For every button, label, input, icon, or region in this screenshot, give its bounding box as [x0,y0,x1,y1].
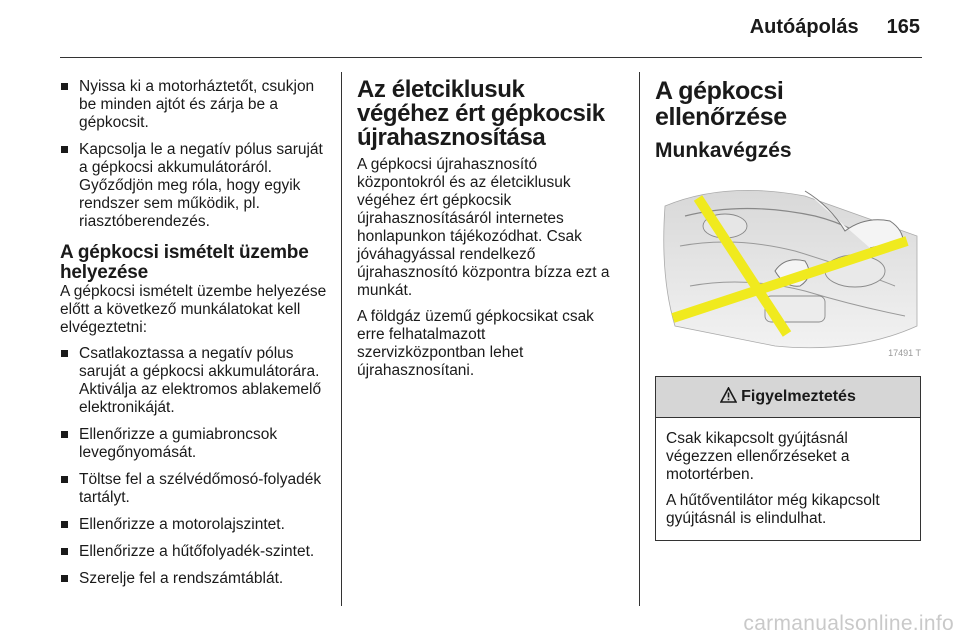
bullet-square-icon [61,476,68,483]
bullet-square-icon [61,83,68,90]
list-item: Ellenőrizze a hűtőfolyadék-szintet. [60,543,330,561]
list-item: Ellenőrizze a gumiabroncsok levegőnyomását. [60,426,330,462]
paragraph: A gépkocsi újrahasznosító központokról és az életciklusuk végéhez ért gépkocsik újrahasznosításáról internetes honlapunkon tájékozódhat. Csak jóváhagyással rendelkező újrahasznosító központra bízza ezt a munkát. [357,156,610,299]
warning-title: Figyelmeztetés [741,388,856,405]
section-heading-inspection: A gépkocsi ellenőrzése [655,77,787,131]
bullet-square-icon [61,548,68,555]
paragraph: A földgáz üzemű gépkocsikat csak erre felhatalmazott szervizközpontban lehet újrahasznosítani. [357,308,594,379]
list-item: Szerelje fel a rendszámtáblát. [60,570,330,588]
warning-body [656,418,920,540]
section-title: Autóápolás [749,16,859,38]
column-divider-1 [341,72,342,606]
subheading-work: Munkavégzés [655,139,792,162]
intro-paragraph: A gépkocsi ismételt üzembe helyezése előtt a következő munkálatokat kell elvégeztetni: [60,283,327,336]
engine-bay-image [655,176,921,364]
bullet-square-icon [61,146,68,153]
page-number: 165 [886,16,920,38]
list-item: Nyissa ki a motorháztetőt, csukjon be minden ajtót és zárja be a gépkocsit. [60,78,330,132]
watermark-text: carmanualsonline.info [743,612,954,635]
bullet-square-icon [61,350,68,357]
warning-triangle-icon [720,387,737,408]
page-header [750,16,920,46]
column-2 [357,78,615,388]
bullet-square-icon [61,431,68,438]
header-rule [60,57,922,58]
engine-bay-illustration [655,176,921,364]
column-divider-2 [639,72,640,606]
warning-paragraph: Csak kikapcsolt gyújtásnál végezzen ellenőrzéseket a motortérben. [666,430,850,483]
column-1 [60,78,330,597]
warning-box [655,376,921,541]
section-heading-recycling: Az életciklusuk végéhez ért gépkocsik újrahasznosítása [357,76,605,151]
column-3 [655,78,921,541]
bullet-square-icon [61,575,68,582]
list-item: Töltse fel a szélvédőmosó-folyadék tartályt. [60,471,330,507]
list-item: Kapcsolja le a negatív pólus saruját a gépkocsi akkumulátoráról. Győződjön meg róla, hogy egyik rendszer sem működik, pl. riasztóberendezés. [60,141,330,231]
section-heading-recommission: A gépkocsi ismételt üzembe helyezése [60,242,309,283]
warning-header [656,377,920,418]
list-item: Csatlakoztassa a negatív pólus saruját a gépkocsi akkumulátorára. Aktiválja az elektromos ablakemelő elektronikáját. [60,345,330,417]
warning-paragraph: A hűtőventilátor még kikapcsolt gyújtásnál is elindulhat. [666,492,880,527]
bullet-square-icon [61,521,68,528]
bullet-list-storage [60,78,330,231]
bullet-list-recommission [60,345,330,588]
list-item: Ellenőrizze a motorolajszintet. [60,516,330,534]
figure-number: 17491 T [888,348,921,358]
